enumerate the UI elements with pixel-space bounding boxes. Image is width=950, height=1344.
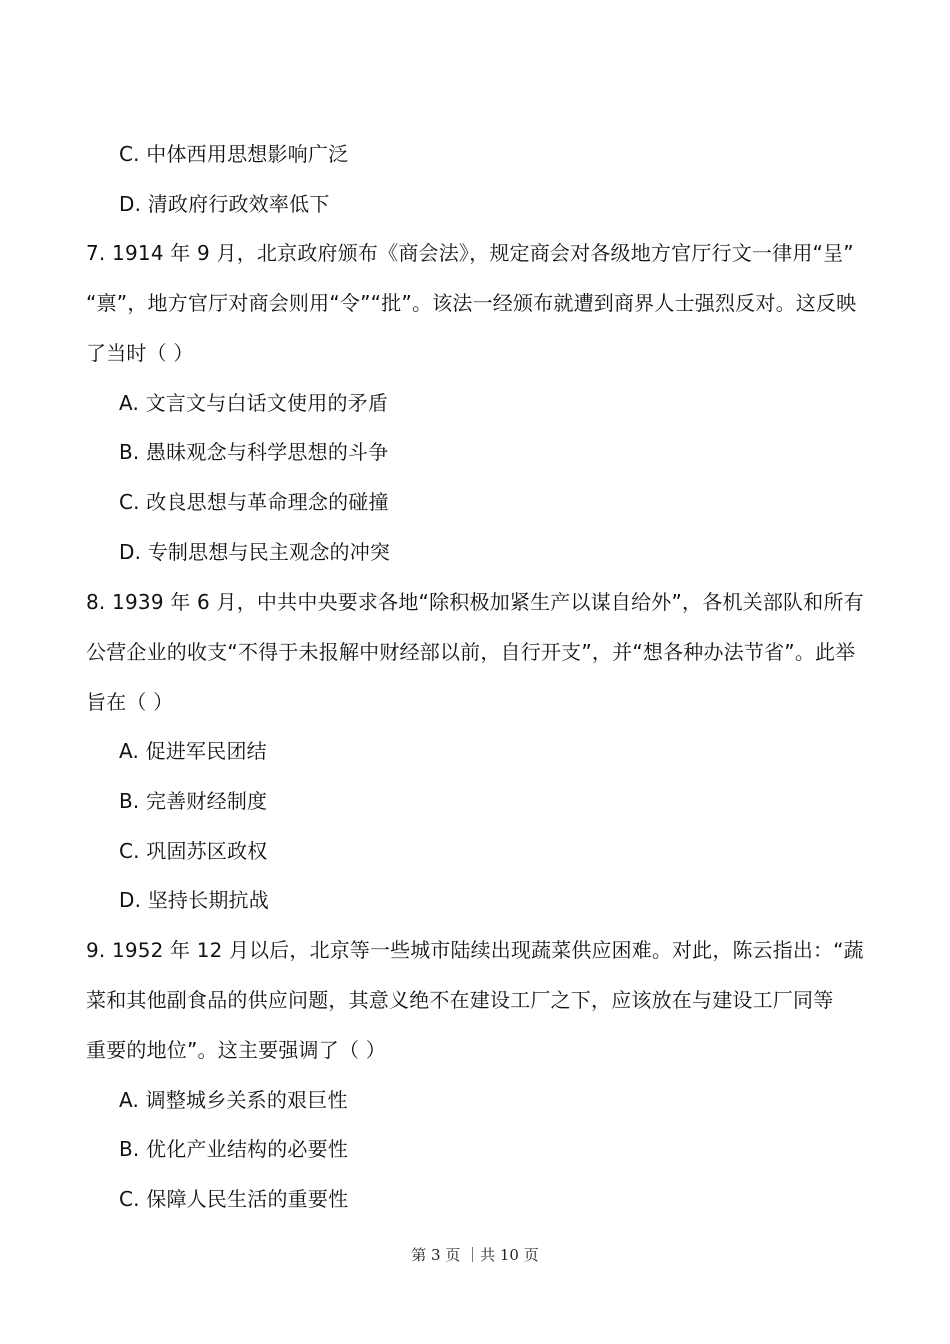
q8-stem-line-3: 旨在（ ） [86,690,174,714]
q6-option-c: C. 中体西用思想影响广泛 [119,142,349,166]
q7-stem-line-3: 了当时（ ） [86,341,194,365]
q9-stem-line-1: 9. 1952 年 12 月以后，北京等一些城市陆续出现蔬菜供应困难。对此，陈云指出：“蔬 [86,938,864,962]
q9-stem-line-3: 重要的地位”。这主要强调了（ ） [86,1038,386,1062]
q8-option-b: B. 完善财经制度 [119,789,268,813]
q8-stem-line-2: 公营企业的收支“不得于未报解中财经部以前，自行开支”，并“想各种办法节省”。此举 [86,640,856,664]
q9-option-c: C. 保障人民生活的重要性 [119,1187,349,1211]
q7-stem-line-2: “禀”，地方官厅对商会则用“令”“批”。该法一经颁布就遭到商界人士强烈反对。这反映 [86,291,857,315]
q7-stem-line-1: 7. 1914 年 9 月，北京政府颁布《商会法》，规定商会对各级地方官厅行文一律用“呈” [86,241,854,265]
q6-option-d: D. 清政府行政效率低下 [119,192,330,216]
q8-option-a: A. 促进军民团结 [119,739,267,763]
page-footer: 第 3 页 ｜共 10 页 [411,1246,539,1264]
q8-option-d: D. 坚持长期抗战 [119,888,269,912]
q8-stem-line-1: 8. 1939 年 6 月，中共中央要求各地“除积极加紧生产以谋自给外”，各机关部队和所有 [86,590,864,614]
q7-option-a: A. 文言文与白话文使用的矛盾 [119,391,389,415]
q9-option-b: B. 优化产业结构的必要性 [119,1137,349,1161]
q8-option-c: C. 巩固苏区政权 [119,839,268,863]
q7-option-c: C. 改良思想与革命理念的碰撞 [119,490,389,514]
q7-option-d: D. 专制思想与民主观念的冲突 [119,540,391,564]
q9-stem-line-2: 菜和其他副食品的供应问题，其意义绝不在建设工厂之下，应该放在与建设工厂同等 [86,988,834,1012]
q7-option-b: B. 愚昧观念与科学思想的斗争 [119,440,389,464]
q9-option-a: A. 调整城乡关系的艰巨性 [119,1088,348,1112]
